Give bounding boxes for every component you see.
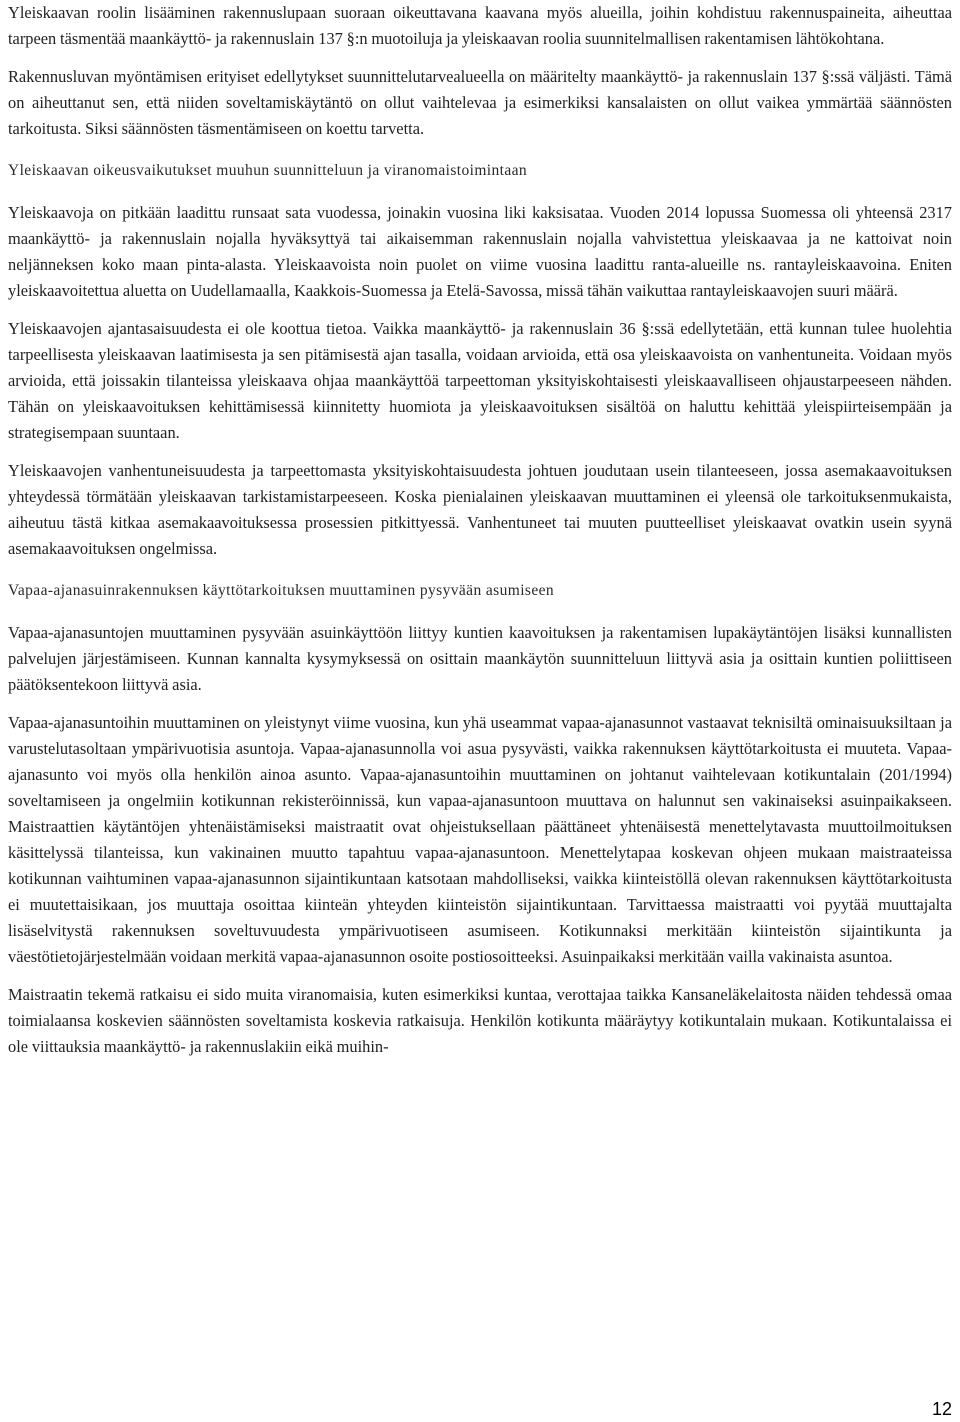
paragraph-rakennusluvan-myontaminen: Rakennusluvan myöntämisen erityiset edellytykset suunnittelutarvealueella on määritelty maankäyttö- ja rakennuslain 137 §:ssä väljästi. Tämä on aiheuttanut sen, että niiden soveltamiskäytäntö on ollut vaihtelevaa ja esimerkiksi kansalaisten on ollut vaikea ymmärtää säännösten tarkoitusta. Siksi säännösten täsmentämiseen on koettu tarvetta. [8, 67, 952, 138]
paragraph-spacer [8, 304, 952, 316]
paragraph-spacer [8, 604, 952, 620]
paragraph-spacer [8, 142, 952, 158]
paragraph-spacer [8, 562, 952, 578]
page-number: 12 [931, 1399, 952, 1419]
paragraph-spacer [8, 52, 952, 64]
section-heading-vapaa-ajanasuinrakennus: Vapaa-ajanasuinrakennuksen käyttötarkoituksen muuttaminen pysyvään asumiseen [8, 582, 555, 599]
paragraph-vanhentuneisuus: Yleiskaavojen vanhentuneisuudesta ja tarpeettomasta yksityiskohtaisuudesta johtuen joudutaan usein tilanteeseen, jossa asemakaavoituksen yhteydessä törmätään yleiskaavan tarkistamistarpeeseen. Koska pienialainen yleiskaavan muuttaminen ei yleensä ole tarkoituksenmukaista, aiheutuu tästä kitkaa asemakaavoituksessa prosessien pitkittyessä. Vanhentuneet tai muuten puutteelliset yleiskaavat ovatkin usein syynä asemakaavoituksen ongelmissa. [8, 461, 952, 558]
paragraph-vapaa-ajanasuntoihin-muuttaminen: Vapaa-ajanasuntoihin muuttaminen on yleistynyt viime vuosina, kun yhä useammat vapaa-ajanasunnot vastaavat teknisiltä ominaisuuksiltaan ja varustelutasoltaan ympärivuotisia asuntoja. Vapaa-ajanasunnolla voi asua pysyvästi, vaikka rakennuksen käyttötarkoitusta ei muuteta. Vapaa-ajanasunto voi myös olla henkilön ainoa asunto. Vapaa-ajanasuntoihin muuttaminen on johtanut vaihtelevaan kotikuntalain (201/1994) soveltamiseen ja ongelmiin kotikunnan rekisteröinnissä, kun vapaa-ajanasuntoon muuttava on halunnut sen vakinaiseksi asuinpaikakseen. Maistraattien käytäntöjen yhtenäistämiseksi maistraatit ovat ohjeistuksellaan päättäneet yhtenäisestä menettelytavasta muuttoilmoituksen käsittelyssä tilanteissa, kun vakinainen muutto tapahtuu vapaa-ajanasuntoon. Menettelytapaa koskevan ohjeen mukaan maistraateissa kotikunnan vaihtuminen vapaa-ajanasunnon sijaintikuntaan katsotaan mahdolliseksi, vaikka kiinteistöllä olevan rakennuksen käyttötarkoitusta ei muutettaisikaan, jos muuttaja osoittaa kiinteän yhteyden kiinteistön sijaintikuntaan. Tarvittaessa maistraatti voi pyytää muuttajalta lisäselvitystä rakennuksen soveltuvuudesta ympärivuotiseen asumiseen. Kotikunnaksi merkitään kiinteistön sijaintikunta ja väestötietojärjestelmään voidaan merkitä vapaa-ajanasunnon osoite postiosoitteeksi. Asuinpaikaksi merkitään vailla vakinaista asuntoa. [8, 713, 952, 966]
paragraph-spacer [8, 970, 952, 982]
paragraph-yleiskaavoja-laadittu: Yleiskaavoja on pitkään laadittu runsaat sata vuodessa, joinakin vuosina liki kaksisataa. Vuoden 2014 lopussa Suomessa oli yhteensä 2317 maankäyttö- ja rakennuslain nojalla hyväksyttyä tai aikaisemman rakennuslain nojalla vahvistettua yleiskaavaa ja ne kattoivat noin neljänneksen koko maan pinta-alasta. Yleiskaavoista noin puolet on viime vuosina laadittu ranta-alueille ns. rantayleiskaavoina. Eniten yleiskaavoitettua aluetta on Uudellamaalla, Kaakkois-Suomessa ja Etelä-Savossa, missä tähän vaikuttaa rantayleiskaavojen suuri määrä. [8, 203, 952, 300]
paragraph-spacer [8, 184, 952, 200]
paragraph-yleiskaavan-roolin-lisaaminen: Yleiskaavan roolin lisääminen rakennuslupaan suoraan oikeuttavana kaavana myös alueilla, joihin kohdistuu rakennuspaineita, aiheuttaa tarpeen täsmentää maankäyttö- ja rakennuslain 137 §:n muotoiluja ja yleiskaavan roolia suunnitelmallisen rakentamisen lähtökohtana. [8, 3, 952, 48]
section-heading-oikeusvaikutukset: Yleiskaavan oikeusvaikutukset muuhun suunnitteluun ja viranomaistoimintaan [8, 162, 528, 179]
paragraph-spacer [8, 698, 952, 710]
document-page [8, 0, 952, 1060]
paragraph-vapaa-ajanasuntojen-muuttaminen: Vapaa-ajanasuntojen muuttaminen pysyvään asuinkäyttöön liittyy kuntien kaavoituksen ja rakentamisen lupakäytäntöjen lisäksi kunnallisten palvelujen järjestämiseen. Kunnan kannalta kysymyksessä on osittain maankäytön suunnitteluun liittyvä asia ja osittain kuntien poliittiseen päätöksentekoon liittyvä asia. [8, 623, 952, 694]
paragraph-spacer [8, 446, 952, 458]
paragraph-ajantasaisuus: Yleiskaavojen ajantasaisuudesta ei ole koottua tietoa. Vaikka maankäyttö- ja rakennuslain 36 §:ssä edellytetään, että kunnan tulee huolehtia tarpeellisesta yleiskaavan laatimisesta ja sen pitämisestä ajan tasalla, voidaan arvioida, että osa yleiskaavoista on vanhentuneita. Voidaan myös arvioida, että joissakin tilanteissa yleiskaava ohjaa maankäyttöä tarpeettoman yksityiskohtaisesti yleiskaavalliseen ohjaustarpeeseen nähden. Tähän on yleiskaavoituksen kehittämisessä kiinnitetty huomiota ja yleiskaavoituksen sisältöä on haluttu kehittää yleispiirteisempään ja strategisempaan suuntaan. [8, 319, 952, 442]
paragraph-maistraatin-ratkaisu: Maistraatin tekemä ratkaisu ei sido muita viranomaisia, kuten esimerkiksi kuntaa, verottajaa taikka Kansaneläkelaitosta näiden tehdessä omaa toimialaansa koskevien säännösten soveltamista koskevia ratkaisuja. Henkilön kotikunta määräytyy kotikuntalain mukaan. Kotikuntalaissa ei ole viittauksia maankäyttö- ja rakennuslakiin eikä muihin- [8, 985, 952, 1056]
